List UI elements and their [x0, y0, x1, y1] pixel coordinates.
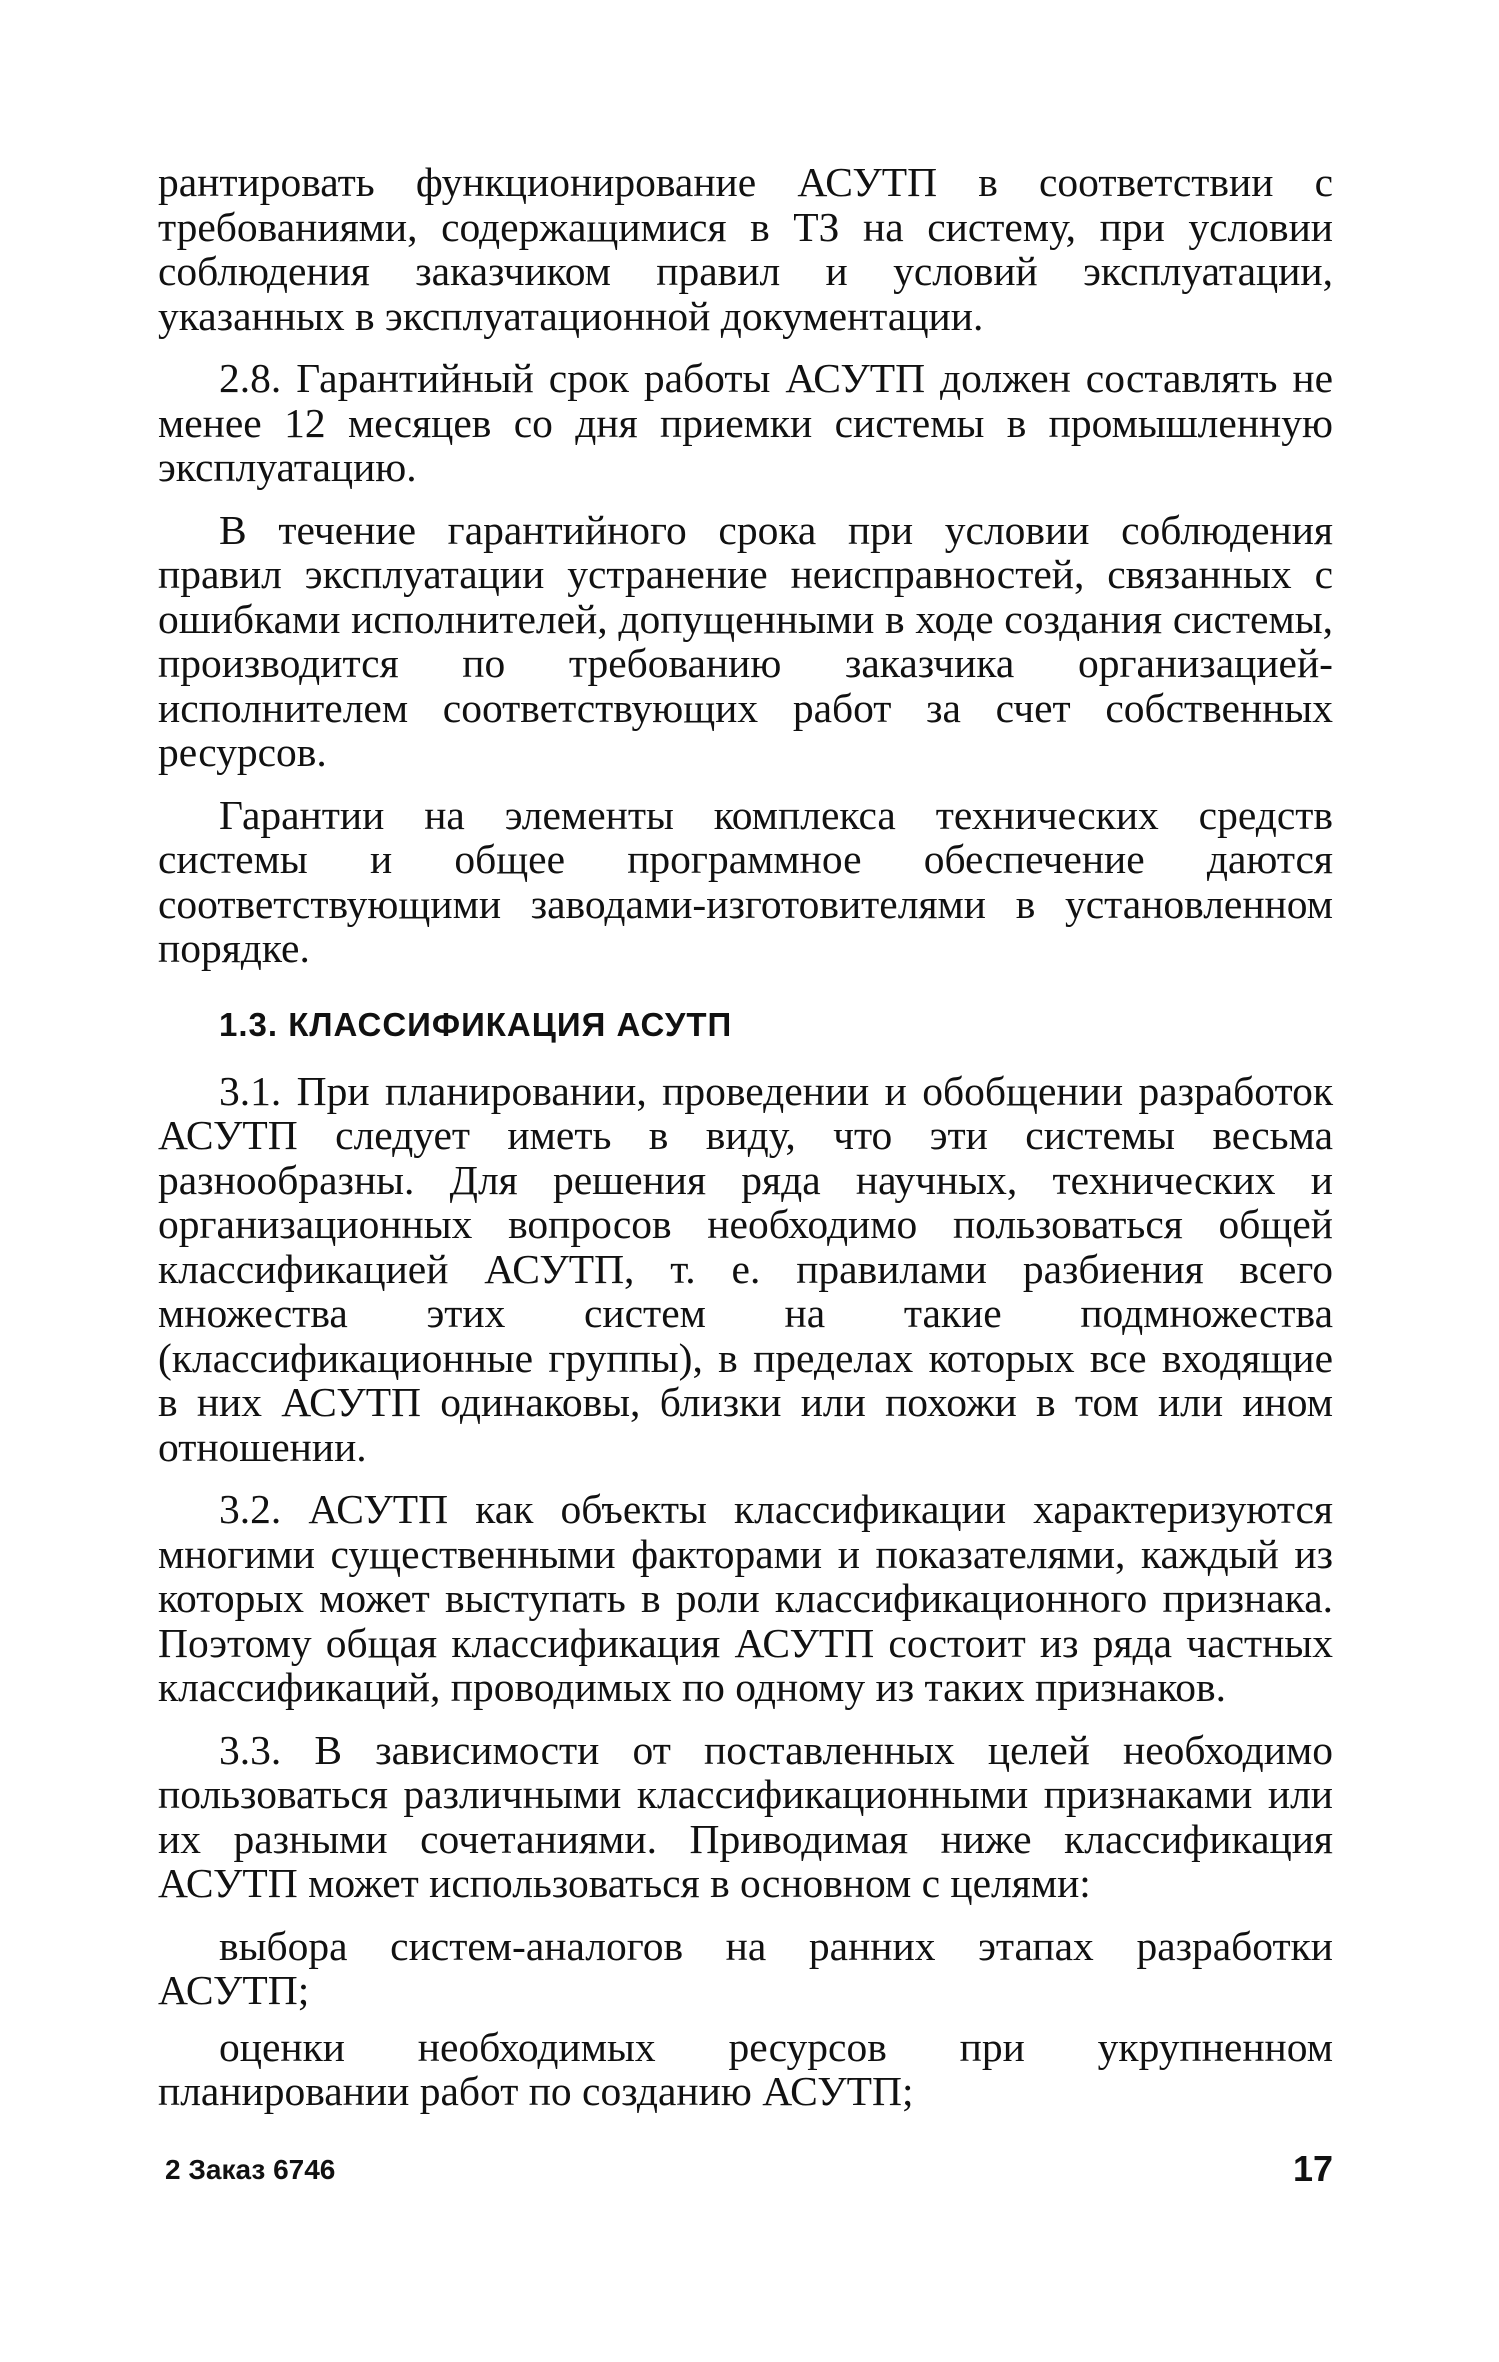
paragraph-2-8: 2.8. Гарантийный срок работы АСУТП должен составлять не менее 12 месяцев со дня приемки системы в промышленную эксплуатацию. [158, 355, 1333, 490]
paragraph-hardware-guarantees: Гарантии на элементы комплекса технических средств системы и общее программное обеспечение даются соответствующими заводами-изготовителями в установленном порядке. [158, 791, 1333, 971]
list-item-resource-estimation: оценки необходимых ресурсов при укрупненном планировании работ по созданию АСУТП; [158, 2023, 1333, 2114]
page-footer [165, 2148, 1333, 2198]
print-order-mark: 2 Заказ 6746 [165, 2154, 336, 2185]
page-number: 17 [1292, 2148, 1333, 2189]
paragraph-guarantee-continued: рантировать функционирование АСУТП в соответствии с требованиями, содержащимися в ТЗ на систему, при условии соблюдения заказчиком правил и условий эксплуатации, указанных в эксплуатационной документации. [158, 159, 1333, 339]
paragraph-warranty-period: В течение гарантийного срока при условии соблюдения правил эксплуатации устранение неисправностей, связанных с ошибками исполнителей, допущенными в ходе создания системы, производится по требованию заказчика организацией-исполнителем соответствующих работ за счет собственных ресурсов. [158, 506, 1333, 775]
paragraph-3-3: 3.3. В зависимости от поставленных целей необходимо пользоваться различными классификационными признаками или их разными сочетаниями. Приводимая ниже классификация АСУТП может использоваться в основном с целями: [158, 1726, 1333, 1906]
paragraph-3-1: 3.1. При планировании, проведении и обобщении разработок АСУТП следует иметь в виду, что эти системы весьма разнообразны. Для решения ряда научных, технических и организационных вопросов необходимо пользоваться общей классификацией АСУТП, т. е. правилами разбиения всего множества этих систем на такие подмножества (классификационные группы), в пределах которых все входящие в них АСУТП одинаковы, близки или похожи в том или ином отношении. [158, 1067, 1333, 1470]
list-item-analog-selection: выбора систем-аналогов на ранних этапах разработки АСУТП; [158, 1922, 1333, 2013]
paragraph-3-2: 3.2. АСУТП как объекты классификации характеризуются многими существенными факторами и показателями, каждый из которых может выступать в роли классификационного признака. Поэтому общая классификация АСУТП состоит из ряда частных классификаций, проводимых по одному из таких признаков. [158, 1486, 1333, 1710]
section-heading: 1.3. КЛАССИФИКАЦИЯ АСУТП [219, 1005, 733, 1043]
text-column [158, 160, 1333, 2126]
